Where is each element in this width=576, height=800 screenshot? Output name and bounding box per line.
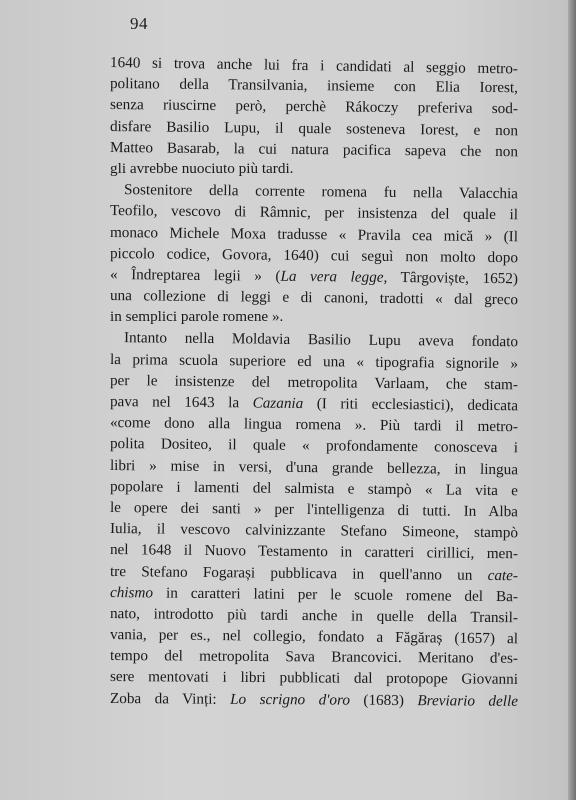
text-line: in semplici parole romene ». [110, 308, 284, 326]
text-segment: « Îndreptarea legii » ( [109, 265, 281, 285]
text-line: nel 1648 il Nuovo Testamento in caratteri cirillici, men- [109, 541, 519, 563]
italic-word: cate- [487, 566, 519, 584]
text-segment: (I riti ecclesiastici), dedicata [303, 395, 519, 415]
page-edge-shadow [568, 0, 576, 800]
text-line: tempo del metropolita Sava Brancovici. Meritano d'es- [109, 647, 519, 668]
text-line: Intanto nella Moldavia Basilio Lupu aveva fondato [123, 329, 519, 351]
page-number: 94 [130, 14, 148, 33]
text-segment: Zoba da Vinți: [109, 689, 231, 708]
text-line: popolare i lamenti del salmista e stampò « La vita e [109, 477, 519, 500]
text-line: monaco Michele Moxa tradusse « Pravila cea mică » (Il [109, 223, 519, 245]
text-segment: tre Stefano Fogarași pubblicava in quell'anno un [109, 562, 488, 584]
text-line: disfare Basilio Lupu, il quale sosteneva Iorest, e non [109, 117, 519, 139]
text-segment: (1683) [349, 691, 418, 709]
text-line: Sostenitore della corrente romena fu nella Valacchia [123, 181, 519, 203]
text-line: nato, introdotto più tardi anche in quelle della Transil- [109, 604, 519, 627]
text-line: per le insistenze del metropolita Varlaam, che stam- [109, 371, 519, 394]
text-line: Teofilo, vescovo di Râmnic, per insistenza del quale il [109, 202, 519, 224]
text-line: le opere dei santi » per l'intelligenza di tutti. In Alba [109, 498, 519, 521]
text-line [110, 688, 518, 712]
text-line: vania, per es., nel collegio, fondato a Făgăraș (1657) al [109, 626, 519, 648]
text-line: gli avrebbe nuociuto più tardi. [110, 159, 294, 177]
text-line: «come dono alla lingua romena ». Più tardi il metro- [109, 414, 519, 436]
italic-title: La vera legge [280, 267, 384, 286]
text-segment: pava nel 1643 la [109, 393, 253, 412]
text-line: Matteo Basarab, la cui natura pacifica sapeva che non [109, 138, 519, 161]
text-line: libri » mise in versi, d'una grande bellezza, in lingua [109, 456, 519, 478]
text-line: senza riuscirne però, perchè Rákoczy preferiva sod- [109, 96, 519, 118]
italic-title: Cazania [252, 394, 304, 413]
text-line: Iulia, il vescovo calvinizzante Stefano Simeone, stampò [109, 520, 519, 542]
text-line: politano della Transilvania, insieme con Elia Iorest, [109, 75, 519, 97]
text-line: sere mentovati i libri pubblicati dal protopope Giovanni [109, 668, 519, 689]
italic-word: chismo [109, 583, 154, 602]
text-line: una collezione di leggi e di canoni, tradotti « dal greco [109, 287, 519, 309]
text-line: la prima scuola superiore ed una « tipografia signorile » [109, 350, 519, 372]
text-segment: , Târgoviște, 1652) [383, 268, 519, 288]
text-line: polita Dositeo, il quale « profondamente conosceva i [109, 435, 519, 457]
text-line: 1640 si trova anche lui fra i candidati al seggio metro- [109, 54, 519, 78]
italic-title: Breviario delle [417, 691, 519, 710]
text-segment: in caratteri latini per le scuole romene del Ba- [152, 584, 519, 605]
text-line: piccolo codice, Govora, 1640) cui seguì non molto dopo [109, 244, 519, 266]
body-text [110, 52, 518, 709]
italic-title: Lo scrigno d'oro [230, 690, 351, 709]
